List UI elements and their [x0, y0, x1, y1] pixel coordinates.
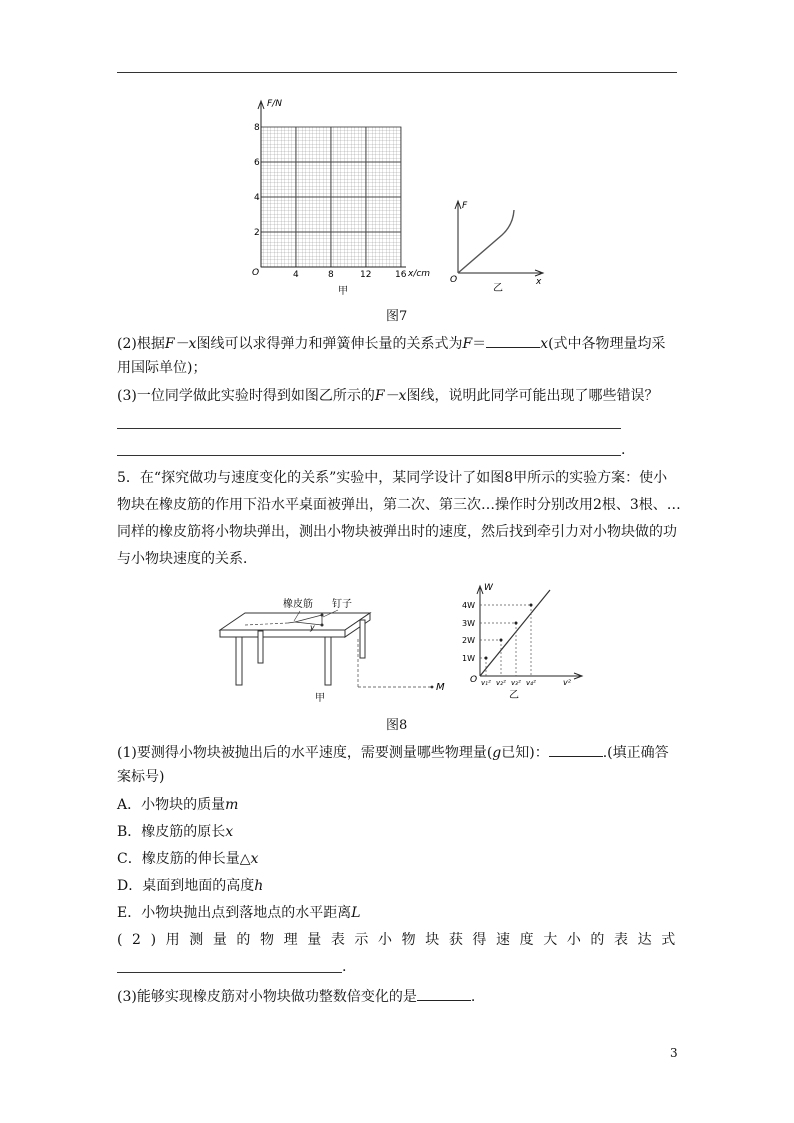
- fig7-b-x-label: x: [536, 277, 542, 287]
- q2-suffix: (式中各物理量均采: [548, 336, 666, 352]
- p5-line4: 与小物块速度的关系．: [117, 551, 257, 567]
- option-d-text: D．桌面到地面的高度: [117, 878, 255, 894]
- q5-1-suffix: 已知)：: [501, 745, 549, 761]
- fig8-graph-xtick: v₄²: [526, 679, 536, 687]
- option-b: [117, 823, 233, 841]
- option-d-var: h: [254, 878, 264, 894]
- q5-1-line1: [117, 742, 669, 762]
- option-d: [117, 877, 263, 895]
- fig7-a-xtick: 8: [328, 270, 334, 280]
- fig8-graph-origin: O: [470, 675, 478, 685]
- fig8-title: 图8: [386, 718, 408, 733]
- fig7-a-ytick: 6: [254, 158, 260, 168]
- fig7-a-ytick: 8: [254, 123, 260, 133]
- q3-fx: F－x: [374, 388, 407, 404]
- q5-1-line2: 案标号): [117, 769, 165, 785]
- page-number: 3: [670, 1046, 678, 1060]
- fig8-graph-xtick: v₁²: [481, 679, 491, 687]
- fig8-label-M: M: [436, 682, 445, 693]
- option-e: [117, 904, 361, 922]
- q5-1-g: g: [492, 745, 502, 761]
- q5-2-answer-line[interactable]: [117, 972, 342, 973]
- q2-line1: [117, 333, 666, 353]
- q2-line2: 用国际单位)；: [117, 360, 207, 376]
- fig7-graph-a: [246, 95, 446, 300]
- fig7-a-xtick: 16: [395, 270, 407, 280]
- p5-line1: 5．在“探究做功与速度变化的关系”实验中，某同学设计了如图8甲所示的实验方案：使小: [117, 470, 668, 486]
- fig7-a-origin: O: [252, 268, 260, 278]
- p5-line2: 物块在橡皮筋的作用下沿水平桌面被弹出，第二次、第三次…操作时分别改用2根、3根、…: [117, 497, 681, 513]
- fig8-apparatus-caption: 甲: [315, 693, 325, 704]
- fig7-a-xtick: 4: [293, 270, 299, 280]
- fig8-graph-x-label: v²: [563, 678, 571, 687]
- q3-answer-line-2[interactable]: [117, 455, 621, 456]
- fig8-graph-caption: 乙: [509, 690, 519, 701]
- q2-prefix: (2)根据: [117, 336, 165, 352]
- option-b-var: x: [225, 824, 234, 840]
- fig7-a-ytick: 4: [254, 193, 260, 203]
- fig8-label-band: 橡皮筋: [283, 599, 313, 610]
- q5-1-prefix: (1)要测得小物块被抛出后的水平速度，需要测量哪些物理量(: [117, 745, 493, 761]
- option-a-var: m: [225, 797, 239, 813]
- fig8-graph-ytick: 1W: [462, 654, 475, 663]
- q5-3-end: .: [470, 989, 476, 1005]
- fig7-a-y-label: F/N: [267, 99, 282, 109]
- q2-x: x: [540, 336, 549, 352]
- q3-end: .: [621, 442, 626, 458]
- q3-prefix: (3)一位同学做此实验时得到如图乙所示的: [117, 388, 375, 404]
- q2-fx: F－x: [164, 336, 197, 352]
- fig8-label-y: y: [310, 623, 315, 632]
- fig7-b-origin: O: [450, 275, 458, 285]
- option-a: [117, 796, 238, 814]
- fig8-graph-xtick: v₂²: [496, 679, 506, 687]
- fig7-a-ytick: 2: [254, 228, 260, 238]
- option-e-var: L: [351, 905, 361, 921]
- option-c: [117, 850, 258, 868]
- q5-2-end: .: [342, 959, 347, 975]
- q5-2-line1: (2)用测量的物理量表示小物块获得速度大小的表达式: [117, 932, 685, 948]
- fig8-graph-ytick: 3W: [462, 619, 475, 628]
- option-e-text: E．小物块抛出点到落地点的水平距离: [117, 905, 352, 921]
- q3-answer-line-1[interactable]: [117, 428, 621, 429]
- fig7-b-caption: 乙: [493, 283, 503, 294]
- fig8-graph-xtick: v₃²: [511, 679, 521, 687]
- option-c-text: C．橡皮筋的伸长量: [117, 851, 240, 867]
- fig7-b-y-label: F: [462, 201, 468, 211]
- option-c-var: △x: [239, 851, 259, 867]
- q2-eq: ＝: [472, 336, 487, 352]
- fig7-a-xtick: 12: [360, 270, 372, 280]
- q2-answer-blank[interactable]: [486, 333, 540, 348]
- fig8-apparatus: [210, 595, 450, 707]
- p5-line3: 同样的橡皮筋将小物块弹出，测出小物块被弹出时的速度，然后找到牵引力对小物块做的功: [117, 524, 677, 540]
- q3-line: [117, 387, 658, 405]
- q5-3-line: [117, 986, 475, 1006]
- option-b-text: B．橡皮筋的原长: [117, 824, 226, 840]
- q2-F: F: [462, 336, 473, 352]
- fig8-graph: [455, 578, 585, 703]
- fig7-title: 图7: [386, 309, 408, 324]
- q2-mid: 图线可以求得弹力和弹簧伸长量的关系式为: [196, 336, 463, 352]
- q5-1-suffix2: .(填正确答: [602, 745, 669, 761]
- q3-suffix: 图线，说明此同学可能出现了哪些错误？: [406, 388, 659, 404]
- fig8-label-nail: 钉子: [332, 599, 352, 610]
- fig8-graph-y-label: W: [484, 583, 493, 593]
- header-rule: [117, 72, 677, 73]
- fig8-graph-ytick: 4W: [462, 601, 475, 610]
- fig8-graph-ytick: 2W: [462, 636, 475, 645]
- fig7-a-x-label: x/cm: [408, 269, 431, 279]
- q5-3-answer-blank[interactable]: [417, 986, 471, 1001]
- fig7-a-caption: 甲: [338, 286, 348, 297]
- fig7-graph-b: [445, 195, 555, 295]
- q5-1-answer-blank[interactable]: [549, 742, 603, 757]
- q5-3-text: (3)能够实现橡皮筋对小物块做功整数倍变化的是: [117, 989, 417, 1005]
- option-a-text: A．小物块的质量: [117, 797, 226, 813]
